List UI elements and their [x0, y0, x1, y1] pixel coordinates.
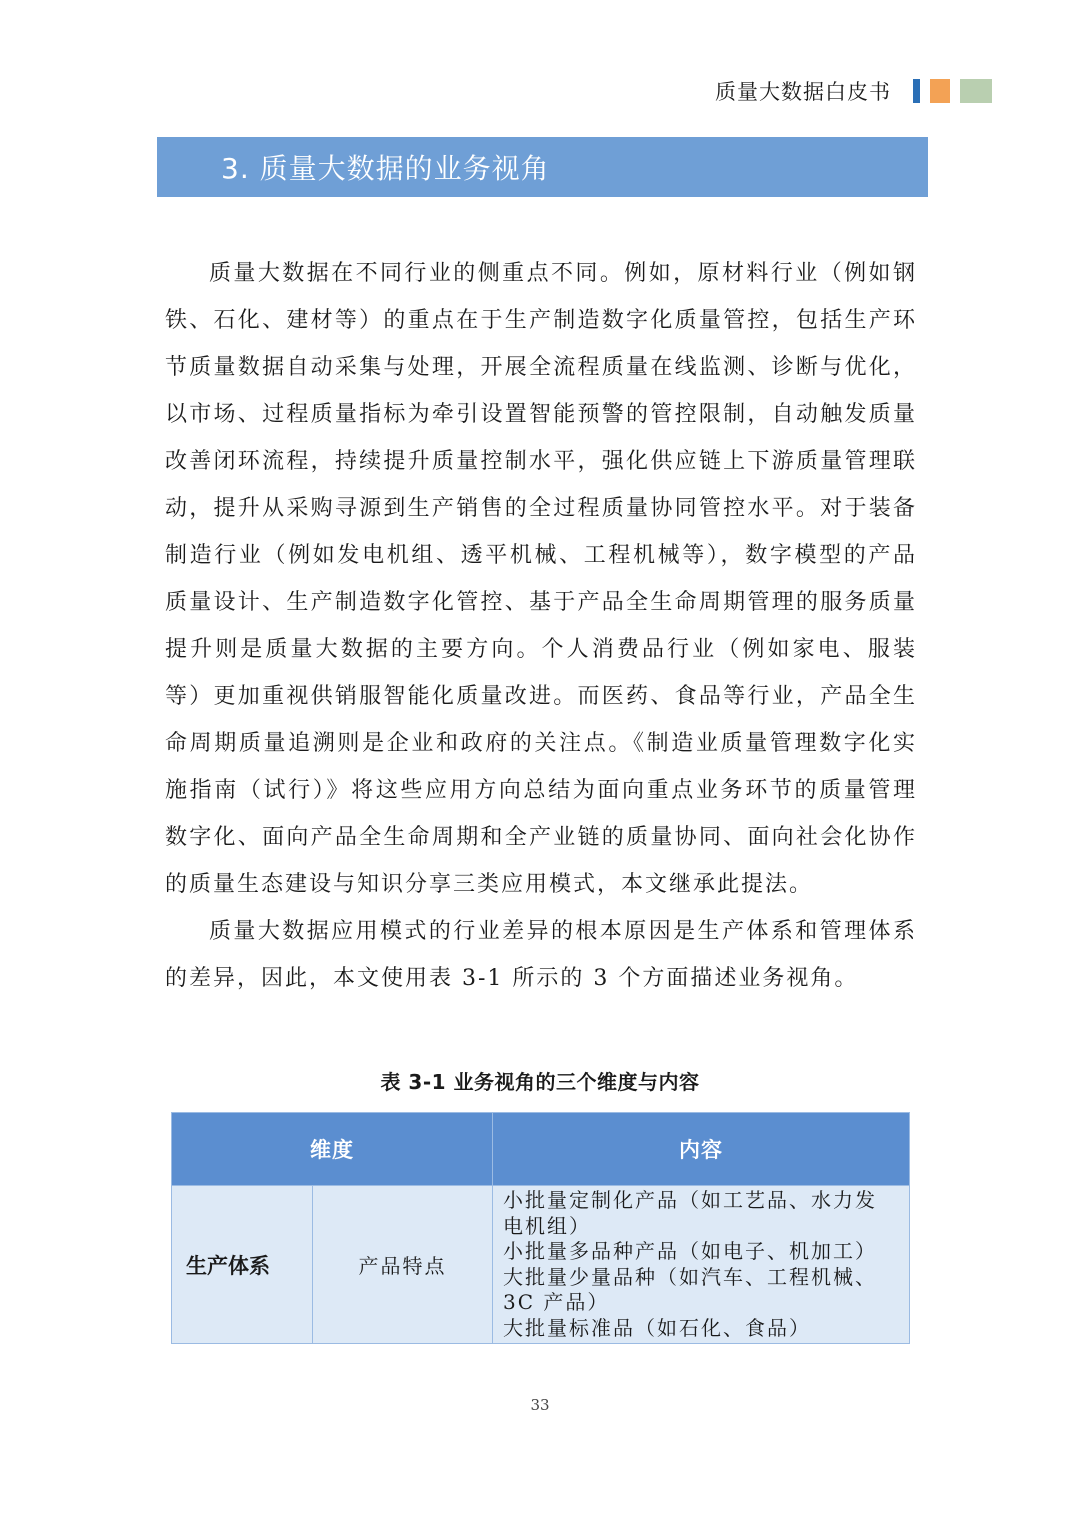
running-header-title: 质量大数据白皮书 [715, 80, 891, 104]
table-caption: 表 3-1 业务视角的三个维度与内容 [380, 1070, 700, 1094]
paragraph: 质量大数据在不同行业的侧重点不同。例如，原材料行业（例如钢铁、石化、建材等）的重点在于生产制造数字化质量管控，包括生产环节质量数据自动采集与处理，开展全流程质量在线监测、诊断与优化，以市场、过程质量指标为牵引设置智能预警的管控限制，自动触发质量改善闭环流程，持续提升质量控制水平，强化供应链上下游质量管理联动，提升从采购寻源到生产销售的全过程质量协同管控水平。对于装备制造行业（例如发电机组、透平机械、工程机械等），数字模型的产品质量设计、生产制造数字化管控、基于产品全生命周期管理的服务质量提升则是质量大数据的主要方向。个人消费品行业（例如家电、服装等）更加重视供销服智能化质量改进。而医药、食品等行业，产品全生命周期质量追溯则是企业和政府的关注点。《制造业质量管理数字化实施指南（试行）》将这些应用方向总结为面向重点业务环节的质量管理数字化、面向产品全生命周期和全产业链的质量协同、面向社会化协作的质量生态建设与知识分享三类应用模式，本文继承此提法。 [165, 261, 917, 897]
content-line: 小批量多品种产品（如电子、机加工） [503, 1239, 877, 1263]
table-header-content: 内容 [493, 1113, 910, 1186]
table-header-row [172, 1113, 910, 1186]
content-line: 电机组） [503, 1213, 591, 1238]
header-accent-bar-green [960, 79, 992, 103]
content-line: 大批量标准品（如石化、食品） [503, 1315, 811, 1340]
content-line: 小批量定制化产品（如工艺品、水力发 [503, 1188, 877, 1212]
table-cell-system: 生产体系 [172, 1186, 313, 1344]
page-number: 33 [530, 1396, 550, 1414]
content-line: 大批量少量品种（如汽车、工程机械、 [503, 1264, 877, 1289]
table-cell-aspect: 产品特点 [313, 1186, 493, 1344]
table-cell-content [493, 1186, 910, 1344]
header-accent-bar-orange [930, 79, 950, 103]
running-header [715, 76, 992, 106]
body-text [165, 250, 917, 1002]
header-accent-bar-blue [913, 79, 920, 103]
section-banner [157, 137, 928, 197]
content-line: 3C 产品） [503, 1290, 610, 1314]
table-row [172, 1186, 910, 1344]
paragraph: 质量大数据应用模式的行业差异的根本原因是生产体系和管理体系的差异，因此，本文使用表 3-1 所示的 3 个方面描述业务视角。 [165, 919, 917, 991]
table-header-dimension: 维度 [172, 1113, 493, 1186]
section-title: 3. 质量大数据的业务视角 [221, 152, 550, 185]
dimension-table [171, 1112, 910, 1344]
